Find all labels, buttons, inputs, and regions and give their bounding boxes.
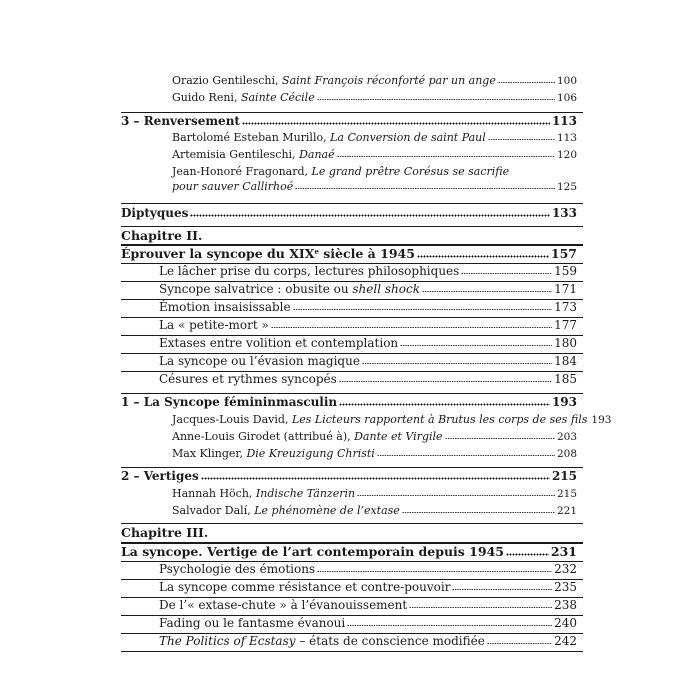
section-divider	[121, 393, 583, 394]
leader-dots	[339, 380, 552, 383]
toc-entry-lacher[interactable]: Le lâcher prise du corps, lectures philosophiques 159	[159, 264, 577, 278]
leader-dots	[409, 606, 552, 609]
toc-entry-petite-mort[interactable]: La « petite-mort » 177	[159, 318, 577, 332]
page-number: 125	[556, 181, 577, 193]
page-number: 177	[554, 318, 577, 332]
section-divider	[121, 467, 583, 468]
toc-entry-saint-francois[interactable]: Orazio Gentileschi, Saint François réconforté par un ange 100	[172, 74, 577, 87]
section-divider	[121, 651, 583, 652]
leader-dots	[377, 454, 555, 457]
page-number: 100	[556, 75, 577, 87]
page-number: 215	[551, 469, 577, 483]
leader-dots	[271, 326, 552, 329]
toc-entry-extases[interactable]: Extases entre volition et contemplation 180	[159, 336, 577, 350]
leader-dots	[452, 588, 552, 591]
section-divider	[121, 523, 583, 524]
toc-entry-emotion[interactable]: Émotion insaisissable 173	[159, 300, 577, 314]
toc-entry-syncope-salvatrice[interactable]: Syncope salvatrice : obusite ou shell shock 171	[159, 282, 577, 296]
page-number: 232	[554, 562, 577, 576]
toc-section-vertiges[interactable]: 2 – Vertiges 215	[121, 469, 577, 483]
section-divider	[121, 226, 583, 227]
page-number: 208	[556, 448, 577, 460]
toc-entry-tanzerin[interactable]: Hannah Höch, Indische Tänzerin 215	[172, 487, 577, 500]
page-number: 240	[554, 616, 577, 630]
leader-dots	[422, 290, 552, 293]
leader-dots	[400, 344, 552, 347]
toc-entry-extase-chute[interactable]: De l’« extase-chute » à l’évanouissement 238	[159, 598, 577, 612]
chapter-label: Chapitre III.	[121, 525, 209, 540]
page-number: 106	[556, 92, 577, 104]
page-number: 215	[556, 488, 577, 500]
page-number: 113	[556, 132, 577, 144]
page-number: 203	[556, 431, 577, 443]
page-number: 238	[554, 598, 577, 612]
toc-section-diptyques[interactable]: Diptyques 133	[121, 206, 577, 220]
leader-dots	[498, 81, 555, 84]
leader-dots	[487, 642, 552, 645]
section-divider	[121, 203, 583, 204]
toc-entry-dante[interactable]: Anne-Louis Girodet (attribué à), Dante et Virgile 203	[172, 430, 577, 443]
toc-entry-evasion[interactable]: La syncope ou l’évasion magique 184	[159, 354, 577, 368]
page-number: 157	[550, 246, 577, 261]
toc-entry-conversion[interactable]: Bartolomé Esteban Murillo, La Conversion de saint Paul 113	[172, 131, 577, 144]
page-number: 193	[551, 395, 577, 409]
leader-dots	[362, 362, 552, 365]
page-number: 235	[554, 580, 577, 594]
leader-dots	[339, 403, 550, 406]
toc-entry-psychologie[interactable]: Psychologie des émotions 232	[159, 562, 577, 576]
toc-section-femininmasculin[interactable]: 1 – La Syncope fémininmasculin 193	[121, 395, 577, 409]
leader-dots	[295, 187, 555, 190]
toc-chapter2-title[interactable]: Éprouver la syncope du XIXe siècle à 1945 157	[121, 246, 577, 261]
page-number: 185	[554, 372, 577, 386]
page-number: 231	[550, 544, 577, 559]
page-number: 242	[554, 634, 577, 648]
leader-dots	[242, 122, 550, 125]
toc-entry-fading[interactable]: Fading ou le fantasme évanoui 240	[159, 616, 577, 630]
toc-entry-coresus[interactable]: pour sauver Callirhoé 125	[172, 180, 577, 193]
toc-entry-danae[interactable]: Artemisia Gentileschi, Danaé 120	[172, 148, 577, 161]
section-divider	[121, 112, 583, 113]
toc-entry-politics[interactable]: The Politics of Ecstasy – états de conscience modifiée 242	[159, 634, 577, 648]
leader-dots	[402, 511, 555, 514]
leader-dots	[445, 437, 555, 440]
toc-entry-kreuzigung[interactable]: Max Klinger, Die Kreuzigung Christi 208	[172, 447, 577, 460]
page-number: 180	[554, 336, 577, 350]
leader-dots	[488, 138, 555, 141]
toc-entry-phenomene[interactable]: Salvador Dalí, Le phénomène de l’extase 221	[172, 504, 577, 517]
page-number: 159	[554, 264, 577, 278]
leader-dots	[347, 624, 552, 627]
page-number: 173	[554, 300, 577, 314]
page-number: 133	[551, 206, 577, 220]
toc-entry-cesures[interactable]: Césures et rythmes syncopés 185	[159, 372, 577, 386]
leader-dots	[357, 494, 555, 497]
toc-entry-sainte-cecile[interactable]: Guido Reni, Sainte Cécile 106	[172, 91, 577, 104]
leader-dots	[317, 98, 555, 101]
leader-dots	[317, 570, 552, 573]
toc-entry-coresus-line1[interactable]: Jean-Honoré Fragonard, Le grand prêtre Corésus se sacrifie	[172, 165, 510, 178]
page-number: 221	[556, 505, 577, 517]
leader-dots	[201, 477, 550, 480]
toc-section-renversement[interactable]: 3 – Renversement 113	[121, 114, 577, 128]
leader-dots	[506, 553, 549, 556]
toc-entry-resistance[interactable]: La syncope comme résistance et contre-pouvoir 235	[159, 580, 577, 594]
leader-dots	[337, 155, 555, 158]
page-number: 113	[551, 114, 577, 128]
page-number: 120	[556, 149, 577, 161]
page-number: 184	[554, 354, 577, 368]
leader-dots	[190, 214, 550, 217]
leader-dots	[461, 272, 552, 275]
leader-dots	[293, 308, 552, 311]
toc-chapter3-title[interactable]: La syncope. Vertige de l’art contemporain depuis 1945 231	[121, 544, 577, 559]
toc-entry-licteurs[interactable]: Jacques-Louis David, Les Licteurs rapportent à Brutus les corps de ses fils 193	[172, 413, 612, 426]
page-number: 193	[591, 414, 612, 426]
chapter-label: Chapitre II.	[121, 228, 203, 243]
page-number: 171	[554, 282, 577, 296]
leader-dots	[417, 255, 549, 258]
